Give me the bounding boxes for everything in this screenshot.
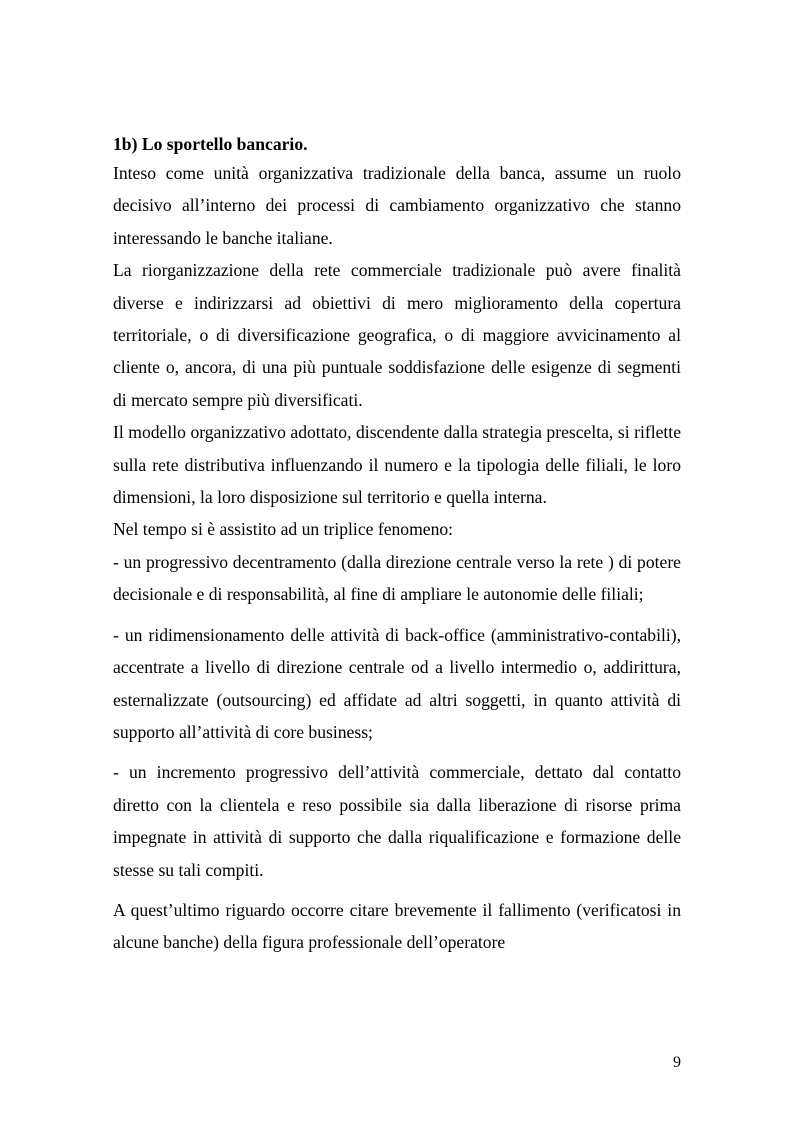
page-body xyxy=(113,131,681,959)
paragraph-triple-phenomenon: Nel tempo si è assistito ad un triplice fenomeno: xyxy=(113,519,454,540)
paragraph-reorganization: La riorganizzazione della rete commerciale tradizionale può avere finalità diverse e indirizzarsi ad obiettivi di mero miglioramento della copertura territoriale, o di diversificazione geografica, o di maggiore avvicinamento al cliente o, ancora, di una più puntuale soddisfazione delle esigenze di segmenti di mercato sempre più diversificati. xyxy=(113,260,681,410)
list-item-back-office: - un ridimensionamento delle attività di back-office (amministrativo-contabili), accentrate a livello di direzione centrale od a livello intermedio o, addirittura, esternalizzate (outsourcing) ed affidate ad altri soggetti, in quanto attività di supporto all’attività di core business; xyxy=(113,624,681,742)
list-item-decentralization: - un progressivo decentramento (dalla direzione centrale verso la rete ) di potere decisionale e di responsabilità, al fine di ampliare le autonomie delle filiali; xyxy=(113,551,681,605)
paragraph-operator-failure: A quest’ultimo riguardo occorre citare brevemente il fallimento (verificatosi in alcune banche) della figura professionale dell’operatore xyxy=(113,899,681,953)
paragraph-organizational-model: Il modello organizzativo adottato, discendente dalla strategia prescelta, si riflette sulla rete distributiva influenzando il numero e la tipologia delle filiali, le loro dimensioni, la loro disposizione sul territorio e quella interna. xyxy=(113,422,681,508)
page-number: 9 xyxy=(673,1054,681,1071)
paragraph-intro: Inteso come unità organizzativa tradizionale della banca, assume un ruolo decisivo all’interno dei processi di cambiamento organizzativo che stanno interessando le banche italiane. xyxy=(113,163,681,248)
section-heading: 1b) Lo sportello bancario. xyxy=(113,134,308,154)
list-item-commercial-activity: - un incremento progressivo dell’attività commerciale, dettato dal contatto diretto con la clientela e reso possibile sia dalla liberazione di risorse prima impegnate in attività di supporto che dalla riqualificazione e formazione delle stesse su tali compiti. xyxy=(113,762,681,880)
